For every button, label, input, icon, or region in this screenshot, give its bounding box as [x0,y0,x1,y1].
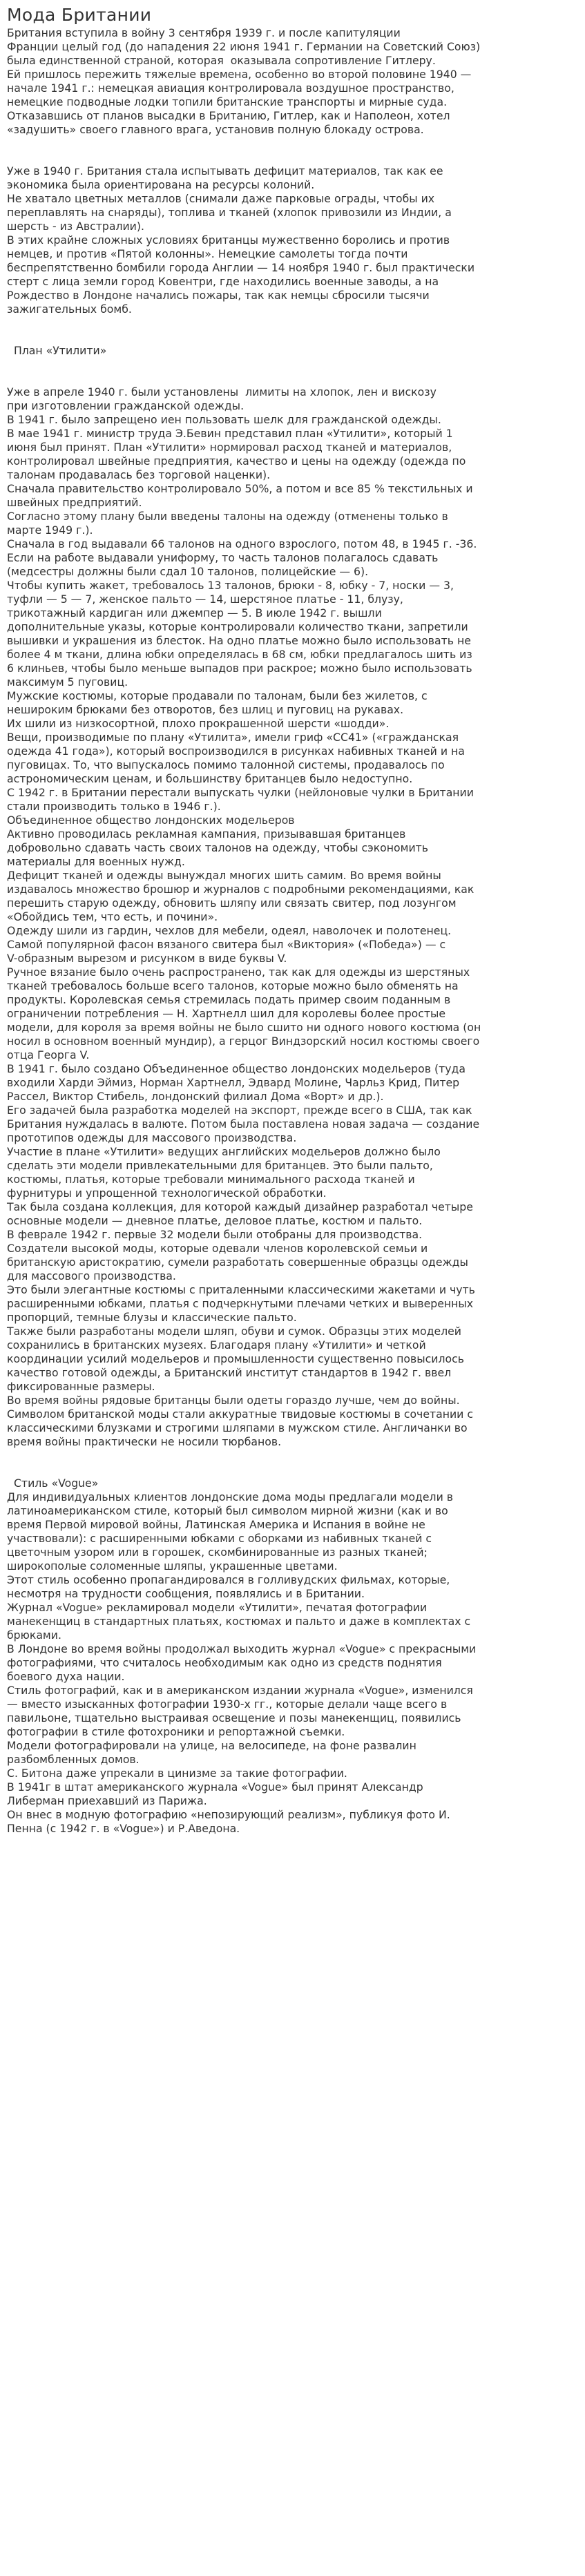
text-line: Рассел, Виктор Стибель, лондонский филиал Дома «Ворт» и др.). [7,1090,384,1103]
text-line: «задушить» своего главного врага, установив полную блокаду острова. [7,123,424,136]
text-line: издавалось множество брошюр и журналов с подробными рекомендациями, как [7,883,474,896]
text-line: латиноамериканском стиле, который был символом мирной жизни (как и во [7,1504,448,1517]
text-line: цветочным узором или в горошек, скомбинированные из разных тканей; [7,1546,428,1559]
text-line: фиксированные размеры. [7,1380,155,1393]
text-line: для массового производства. [7,1269,176,1282]
text-line: расширенными юбками, платья с подчеркнутыми плечами четких и выверенных [7,1297,474,1310]
text-line: План «Утилити» [7,344,107,357]
text-line: модели, для короля за время войны не было сшито ни одного нового костюма (он [7,1021,481,1034]
text-line: Британия нуждалась в валюте. Потом была поставлена новая задача — создание [7,1117,480,1131]
text-line: трикотажный кардиган или джемпер — 5. В июле 1942 г. вышли [7,606,382,619]
text-line: Модели фотографировали на улице, на велосипеде, на фоне развалин [7,1739,416,1752]
text-line: носил в основном военный мундир), а герцог Виндзорский носил костюмы своего [7,1035,480,1048]
blank-line [7,1463,585,1477]
text-line: шерсть - из Австралии). [7,220,144,233]
text-line: брюками. [7,1628,61,1642]
text-line: пропорций, темные блузы и классические пальто. [7,1311,297,1324]
text-line: нешироким брюками без отворотов, без шлиц и пуговиц на рукавах. [7,703,404,716]
text-line: классическими блузками и строгими шляпами в мужском стиле. Англичанки во [7,1421,468,1434]
text-line: В этих крайне сложных условиях британцы мужественно боролись и против [7,233,450,247]
text-line: прототипов одежды для массового производства. [7,1131,297,1144]
text-line: начале 1941 г.: немецкая авиация контролировала воздушное пространство, [7,81,454,95]
text-line: Британия вступила в войну 3 сентября 1939 г. и после капитуляции [7,26,401,39]
text-line: V-образным вырезом и рисунком в виде буквы V. [7,952,287,965]
text-line: сохранились в британских музеях. Благодаря плану «Утилити» и четкой [7,1338,426,1352]
text-line: Объединенное общество лондонских модельеров [7,814,295,827]
text-line: время войны практически не носили тюрбанов. [7,1435,282,1448]
text-line: В 1941 г. было запрещено иен пользовать шелк для гражданской одежды. [7,413,441,426]
text-line: Согласно этому плану были введены талоны на одежду (отменены только в [7,510,448,523]
text-line: основные модели — дневное платье, деловое платье, костюм и пальто. [7,1214,423,1227]
text-line: Участие в плане «Утилити» ведущих английских модельеров должно было [7,1145,441,1158]
text-line: Сначала в год выдавали 66 талонов на одного взрослого, потом 48, в 1945 г. -36. [7,537,477,550]
text-line: материалы для военных нужд. [7,855,185,868]
text-line: была единственной страной, которая оказывала сопротивление Гитлеру. [7,54,436,67]
text-line: британскую аристократию, сумели разработать совершенные образцы одежды [7,1256,468,1269]
text-line: Уже в 1940 г. Британия стала испытывать дефицит материалов, так как ее [7,164,443,177]
text-line: Его задачей была разработка моделей на экспорт, прежде всего в США, так как [7,1104,472,1117]
text-line: фурнитуры и упрощенной технологической обработки. [7,1186,327,1200]
text-line: контролировал швейные предприятия, качество и цены на одежду (одежда по [7,454,466,468]
text-line: туфли — 5 — 7, женское пальто — 14, шерстяное платье - 11, блузу, [7,593,403,606]
text-line: пуговицах. То, что выпускалось помимо талонной системы, продавалось по [7,758,445,771]
text-line: Это были элегантные костюмы с приталенными классическими жакетами и чуть [7,1283,475,1296]
blank-line [7,358,585,372]
text-line: стерт с лица земли город Ковентри, где находились военные заводы, а на [7,275,439,288]
text-line: Либерман приехавший из Парижа. [7,1794,207,1807]
text-line: павильоне, тщательно выстраивая освещение и позы манекенщиц, появились [7,1711,461,1724]
text-line: Вещи, производимые по плану «Утилита», имели гриф «CC41» («гражданская [7,731,459,744]
text-line: Их шили из низкосортной, плохо прокрашенной шерсти «шодди». [7,717,390,730]
text-line: марте 1949 г.). [7,523,93,537]
text-line: С. Битона даже упрекали в цинизме за такие фотографии. [7,1767,347,1780]
text-line: Мужские костюмы, которые продавали по талонам, были без жилетов, с [7,689,428,702]
text-line: несмотря на трудности сообщения, появлялись и в Британии. [7,1587,365,1600]
text-line: астрономическим ценам, и большинству британцев было недоступно. [7,772,413,785]
text-line: более 4 м ткани, длина юбки определялась в 68 см, юбки предлагалось шить из [7,648,472,661]
text-line: Сначала правительство контролировало 50%, а потом и все 85 % текстильных и [7,482,473,495]
text-line: Уже в апреле 1940 г. были установлены лимиты на хлопок, лен и вискозу [7,385,437,398]
text-line: Также были разработаны модели шляп, обуви и сумок. Образцы этих моделей [7,1325,461,1338]
text-line: широкополые соломенные шляпы, украшенные цветами. [7,1559,338,1573]
text-line: Самой популярной фасон вязаного свитера был «Виктория» («Победа») — с [7,938,446,951]
text-line: 6 клиньев, чтобы было меньше выпадов при раскрое; можно было использовать [7,662,472,675]
text-line: Активно проводилась рекламная кампания, призывавшая британцев [7,827,406,840]
text-line: Создатели высокой моды, которые одевали членов королевской семьи и [7,1242,428,1255]
text-line: Не хватало цветных металлов (снимали даже парковые ограды, чтобы их [7,192,435,205]
text-line: стали производить только в 1946 г.). [7,800,221,813]
text-line: входили Харди Эймиз, Норман Хартнелл, Эдвард Молине, Чарльз Крид, Питер [7,1076,460,1089]
text-line: Стиль «Vogue» [7,1477,99,1490]
text-line: немцев, и против «Пятой колонны». Немецкие самолеты тогда почти [7,247,408,260]
text-line: добровольно сдавать часть своих талонов на одежду, чтобы сэкономить [7,841,429,854]
text-line: тканей требовалось больше всего талонов, которые можно было обменять на [7,979,459,992]
text-line: зажигательных бомб. [7,302,132,316]
text-line: ограничении потребления — Н. Хартнелл шил для королевы более простые [7,1007,446,1020]
text-line: Отказавшись от планов высадки в Британию, Гитлер, как и Наполеон, хотел [7,109,450,122]
text-line: В 1941г в штат американского журнала «Vogue» был принят Александр [7,1780,423,1794]
text-line: экономика была ориентирована на ресурсы колоний. [7,178,315,191]
text-line: В 1941 г. было создано Объединенное общество лондонских модельеров (туда [7,1062,466,1075]
text-line: июня был принят. План «Утилити» нормировал расход тканей и материалов, [7,441,452,454]
text-line: — вместо изысканных фотографии 1930-х гг., которые делали чаще всего в [7,1698,448,1711]
text-line: Франции целый год (до нападения 22 июня 1941 г. Германии на Советский Союз) [7,40,481,53]
text-line: Ручное вязание было очень распространено, так как для одежды из шерстяных [7,965,470,979]
text-line: отца Георга V. [7,1048,90,1061]
text-line: Журнал «Vogue» рекламировал модели «Утилити», печатая фотографии [7,1601,428,1614]
text-line: В Лондоне во время войны продолжал выходить журнал «Vogue» с прекрасными [7,1642,477,1655]
text-line: «Обойдись тем, что есть, и почини». [7,910,218,923]
text-line: Чтобы купить жакет, требовалось 13 талонов, брюки - 8, юбку - 7, носки — 3, [7,579,454,592]
text-line: Дефицит тканей и одежды вынуждал многих шить самим. Во время войны [7,869,441,882]
text-line: Так была создана коллекция, для которой каждый дизайнер разработал четыре [7,1200,473,1213]
text-line: манекенщиц в стандартных платьях, костюмах и пальто и даже в комплектах с [7,1615,471,1628]
text-line: Пенна (с 1942 г. в «Vogue») и Р.Аведона. [7,1822,240,1835]
text-line: время Первой мировой войны, Латинская Америка и Испания в войне не [7,1518,425,1531]
text-line: дополнительные указы, которые контролировали количество ткани, запретили [7,620,468,633]
text-line: Для индивидуальных клиентов лондонские дома моды предлагали модели в [7,1490,453,1503]
blank-line [7,316,585,330]
article-body [0,26,585,1836]
text-line: качество готовой одежды, а Британский институт стандартов в 1942 г. ввел [7,1366,452,1379]
text-line: В феврале 1942 г. первые 32 модели были отобраны для производства. [7,1228,423,1241]
text-line: Ей пришлось пережить тяжелые времена, особенно во второй половине 1940 — [7,68,472,81]
text-line: продукты. Королевская семья стремилась подать пример своим поданным в [7,993,451,1006]
text-line: Если на работе выдавали униформу, то часть талонов полагалось сдавать [7,551,439,564]
text-line: при изготовлении гражданской одежды. [7,399,244,412]
text-line: максимум 5 пуговиц. [7,675,128,689]
text-line: вышивки и украшения из блесток. На одно платье можно было использовать не [7,634,471,647]
text-line: (медсестры должны были сдал 10 талонов, полицейские — 6). [7,565,369,578]
text-line: Во время войны рядовые британцы были одеты гораздо лучше, чем до войны. [7,1394,460,1407]
text-line: С 1942 г. в Британии перестали выпускать чулки (нейлоновые чулки в Британии [7,786,474,799]
blank-line [7,372,585,385]
text-line: беспрепятственно бомбили города Англии — 14 ноября 1940 г. был практически [7,261,475,274]
blank-line [7,330,585,344]
blank-line [7,1449,585,1463]
text-line: боевого духа нации. [7,1670,125,1683]
text-line: фотографии в стиле фотохроники и репортажной съемки. [7,1725,345,1738]
text-line: разбомбленных домов. [7,1753,140,1766]
text-line: швейных предприятий. [7,496,142,509]
text-line: перешить старую одежду, обновить шляпу или связать свитер, под лозунгом [7,896,457,910]
text-line: талонам продавалась без торговой наценки). [7,468,271,481]
text-line: В мае 1941 г. министр труда Э.Бевин представил план «Утилити», который 1 [7,427,453,440]
text-line: сделать эти модели привлекательными для британцев. Это были пальто, [7,1159,433,1172]
text-line: Символом британской моды стали аккуратные твидовые костюмы в сочетании с [7,1407,473,1421]
text-line: немецкие подводные лодки топили британские транспорты и мирные суда. [7,95,448,108]
text-line: Рождество в Лондоне начались пожары, так как немцы сбросили тысячи [7,289,430,302]
text-line: Он внес в модную фотографию «непозирующий реализм», публикуя фото И. [7,1808,450,1821]
text-line: переплавлять на снаряды), топлива и тканей (хлопок привозили из Индии, а [7,206,452,219]
blank-line [7,151,585,164]
text-line: одежда 41 года»), который воспроизводился в рисунках набивных тканей и на [7,744,465,758]
text-line: Одежду шили из гардин, чехлов для мебели, одеял, наволочек и полотенец. [7,924,452,937]
text-line: Стиль фотографий, как и в американском издании журнала «Vogue», изменился [7,1684,473,1697]
text-line: фотографиями, что считалось необходимым как одно из средств поднятия [7,1656,442,1669]
blank-line [7,137,585,151]
article-title: Мода Британии [7,5,152,25]
text-line: участвовали): с расширенными юбками с оборками из набивных тканей с [7,1532,432,1545]
text-line: координации усилий модельеров и промышленности существенно повысилось [7,1352,464,1365]
text-line: Этот стиль особенно пропагандировался в голливудских фильмах, которые, [7,1573,450,1586]
text-line: костюмы, платья, которые требовали минимального расхода тканей и [7,1173,415,1186]
